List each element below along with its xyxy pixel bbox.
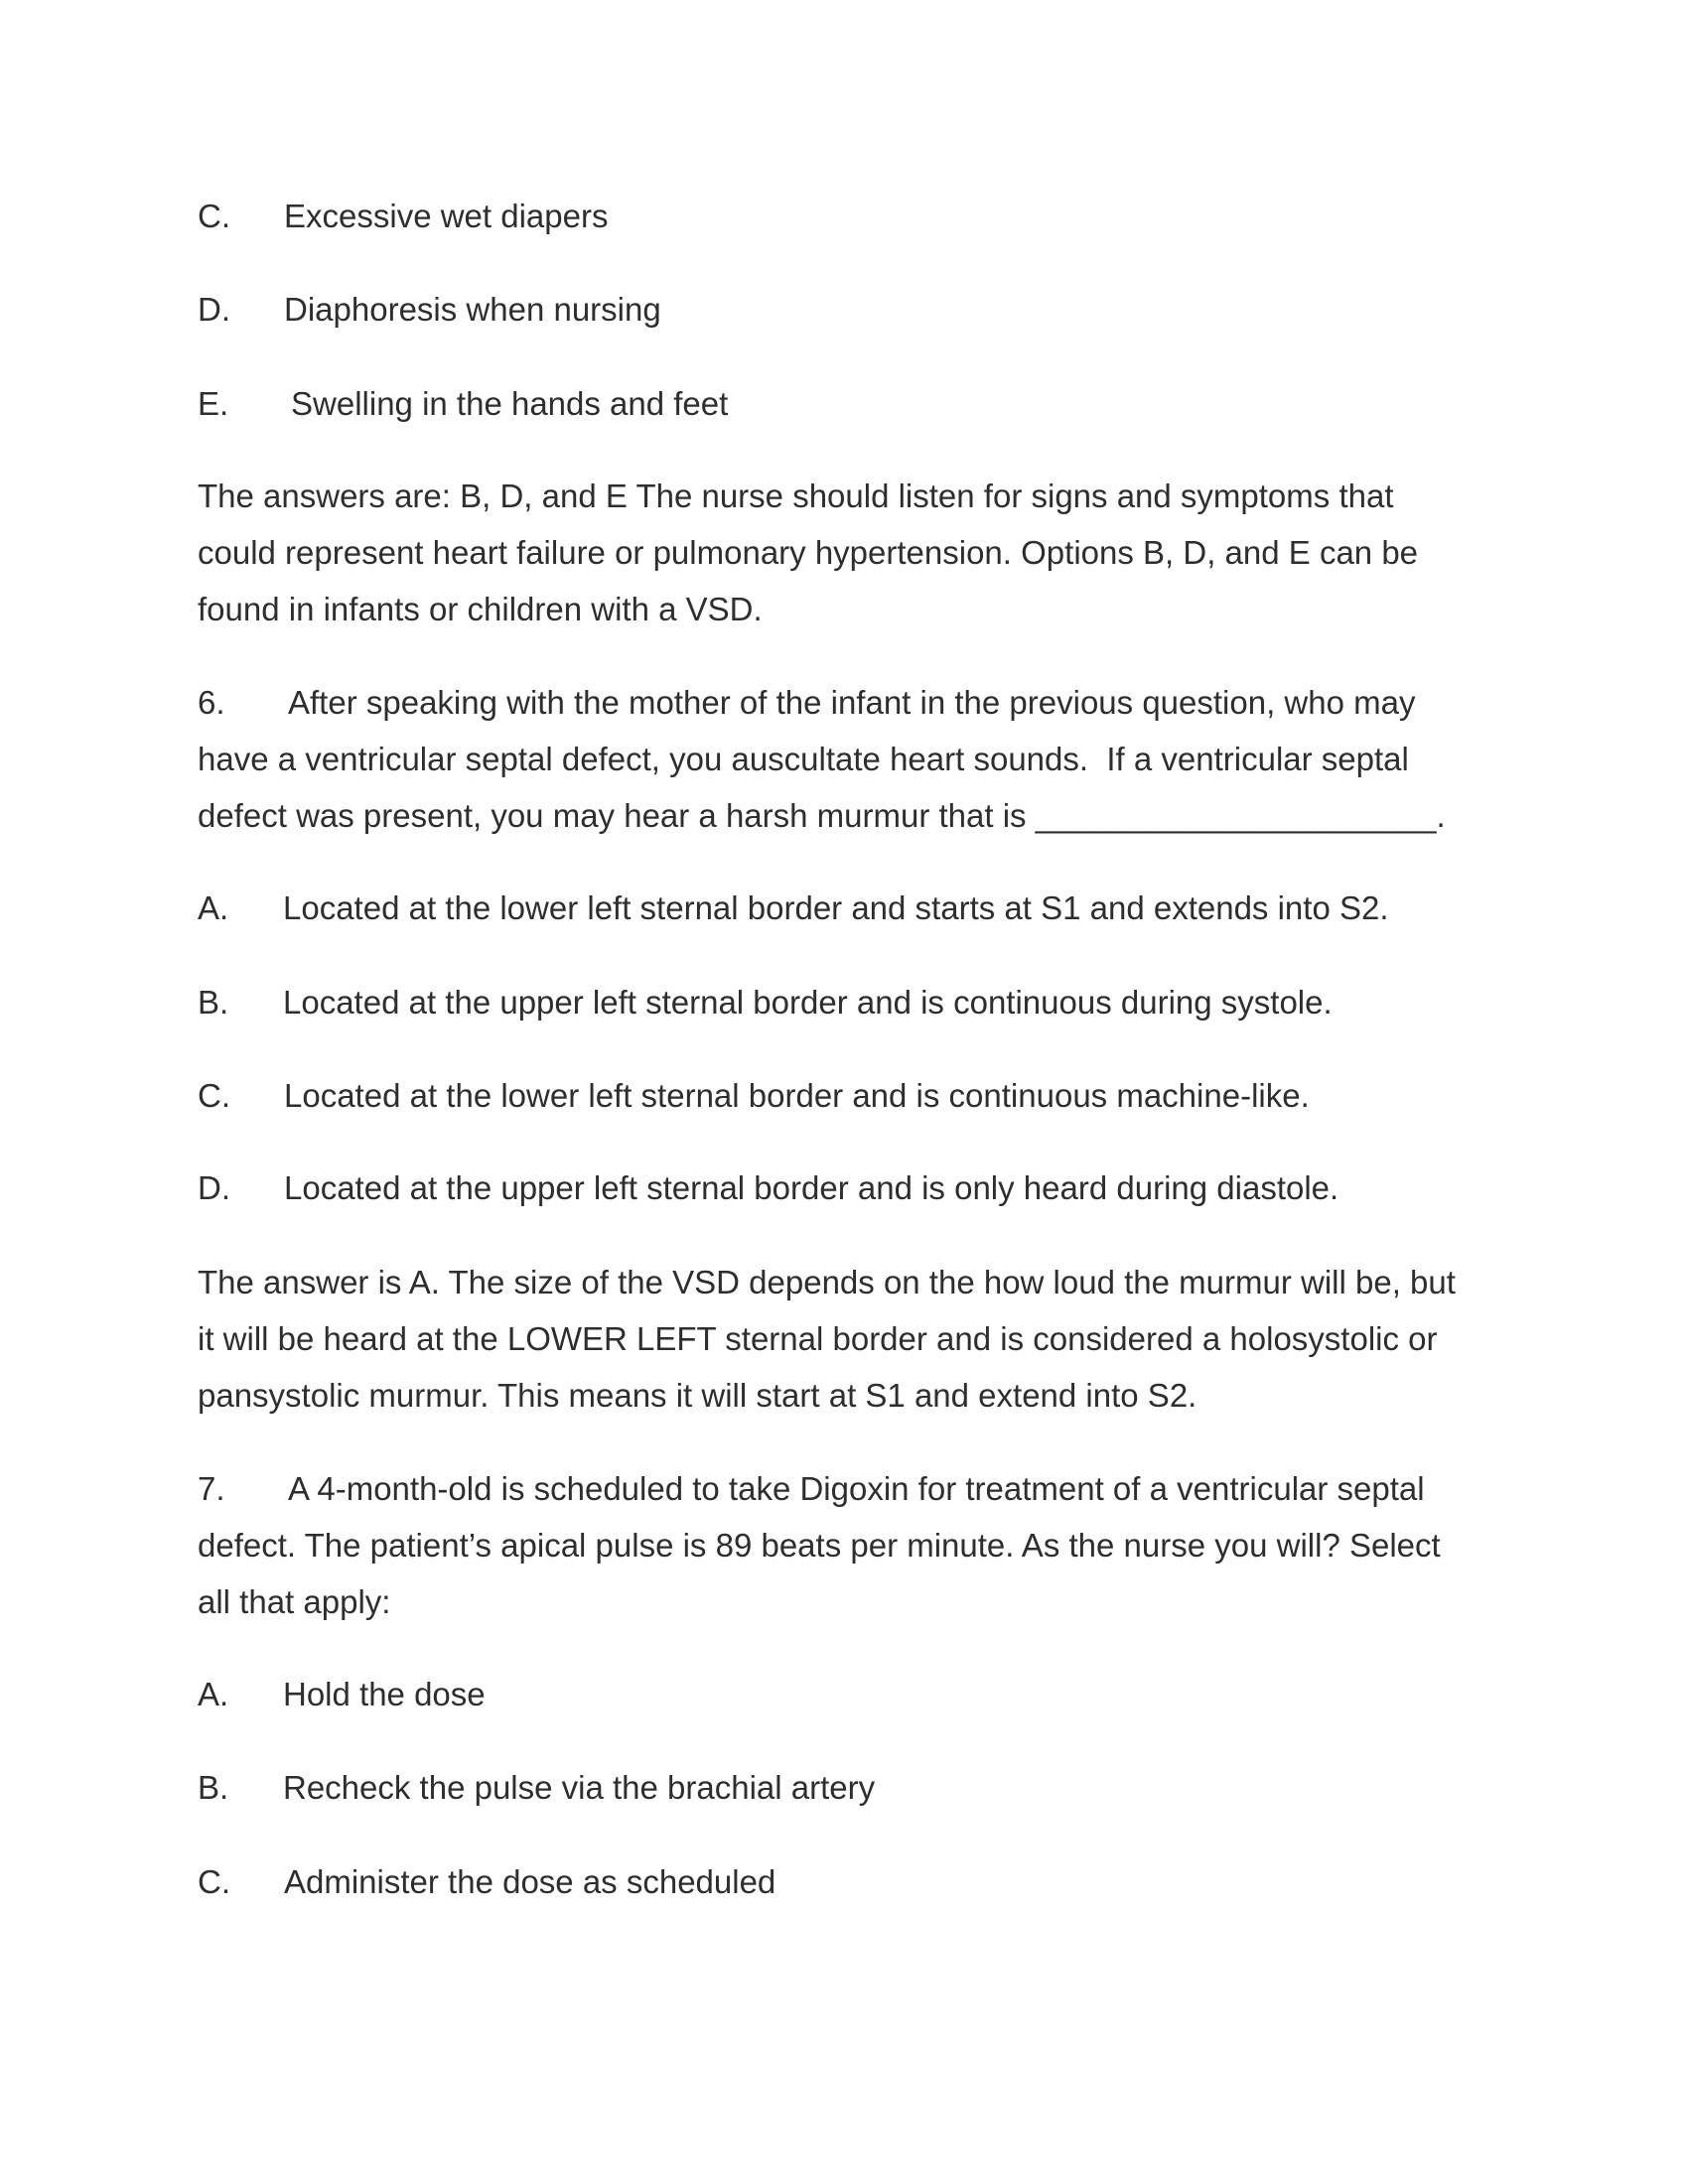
question-text-line: A 4-month-old is scheduled to take Digoxin for treatment of a ventricular septal — [288, 1470, 1425, 1507]
question-number: 7. — [198, 1470, 225, 1507]
option-text: Administer the dose as scheduled — [284, 1863, 776, 1900]
option-text: Excessive wet diapers — [284, 198, 609, 234]
option-letter: B. — [198, 984, 229, 1021]
answer-explanation-line: The answers are: B, D, and E The nurse should listen for signs and symptoms that — [198, 478, 1394, 514]
option-letter: E. — [198, 385, 229, 422]
option-letter: C. — [198, 1863, 230, 1900]
answer-explanation-line: found in infants or children with a VSD. — [198, 591, 763, 627]
option-letter: C. — [198, 198, 230, 234]
option-letter: A. — [198, 1676, 229, 1712]
question-text-line: have a ventricular septal defect, you auscultate heart sounds. If a ventricular septal — [198, 741, 1409, 777]
answer-explanation-line: it will be heard at the LOWER LEFT sternal border and is considered a holosystolic or — [198, 1320, 1438, 1357]
answer-explanation-line: The answer is A. The size of the VSD depends on the how loud the murmur will be, but — [198, 1264, 1456, 1300]
option-text: Located at the lower left sternal border and starts at S1 and extends into S2. — [283, 889, 1389, 926]
option-text: Located at the upper left sternal border and is only heard during diastole. — [284, 1169, 1339, 1206]
answer-explanation-line: pansystolic murmur. This means it will start at S1 and extend into S2. — [198, 1377, 1197, 1414]
option-letter: A. — [198, 889, 229, 926]
option-letter: D. — [198, 1169, 230, 1206]
question-text-line: all that apply: — [198, 1583, 391, 1620]
question-text-line: After speaking with the mother of the infant in the previous question, who may — [288, 684, 1416, 721]
option-text: Recheck the pulse via the brachial artery — [283, 1769, 876, 1806]
option-text: Hold the dose — [283, 1676, 486, 1712]
option-letter: C. — [198, 1077, 230, 1114]
option-letter: D. — [198, 291, 230, 328]
question-number: 6. — [198, 684, 225, 721]
option-letter: B. — [198, 1769, 229, 1806]
option-text: Located at the upper left sternal border and is continuous during systole. — [283, 984, 1333, 1021]
option-text: Located at the lower left sternal border and is continuous machine-like. — [284, 1077, 1310, 1114]
option-text: Swelling in the hands and feet — [291, 385, 729, 422]
option-text: Diaphoresis when nursing — [284, 291, 661, 328]
question-text-line: defect. The patient’s apical pulse is 89 beats per minute. As the nurse you will? Select — [198, 1527, 1441, 1564]
answer-explanation-line: could represent heart failure or pulmonary hypertension. Options B, D, and E can be — [198, 534, 1419, 571]
question-text-line: defect was present, you may hear a harsh murmur that is ______________________. — [198, 797, 1446, 834]
